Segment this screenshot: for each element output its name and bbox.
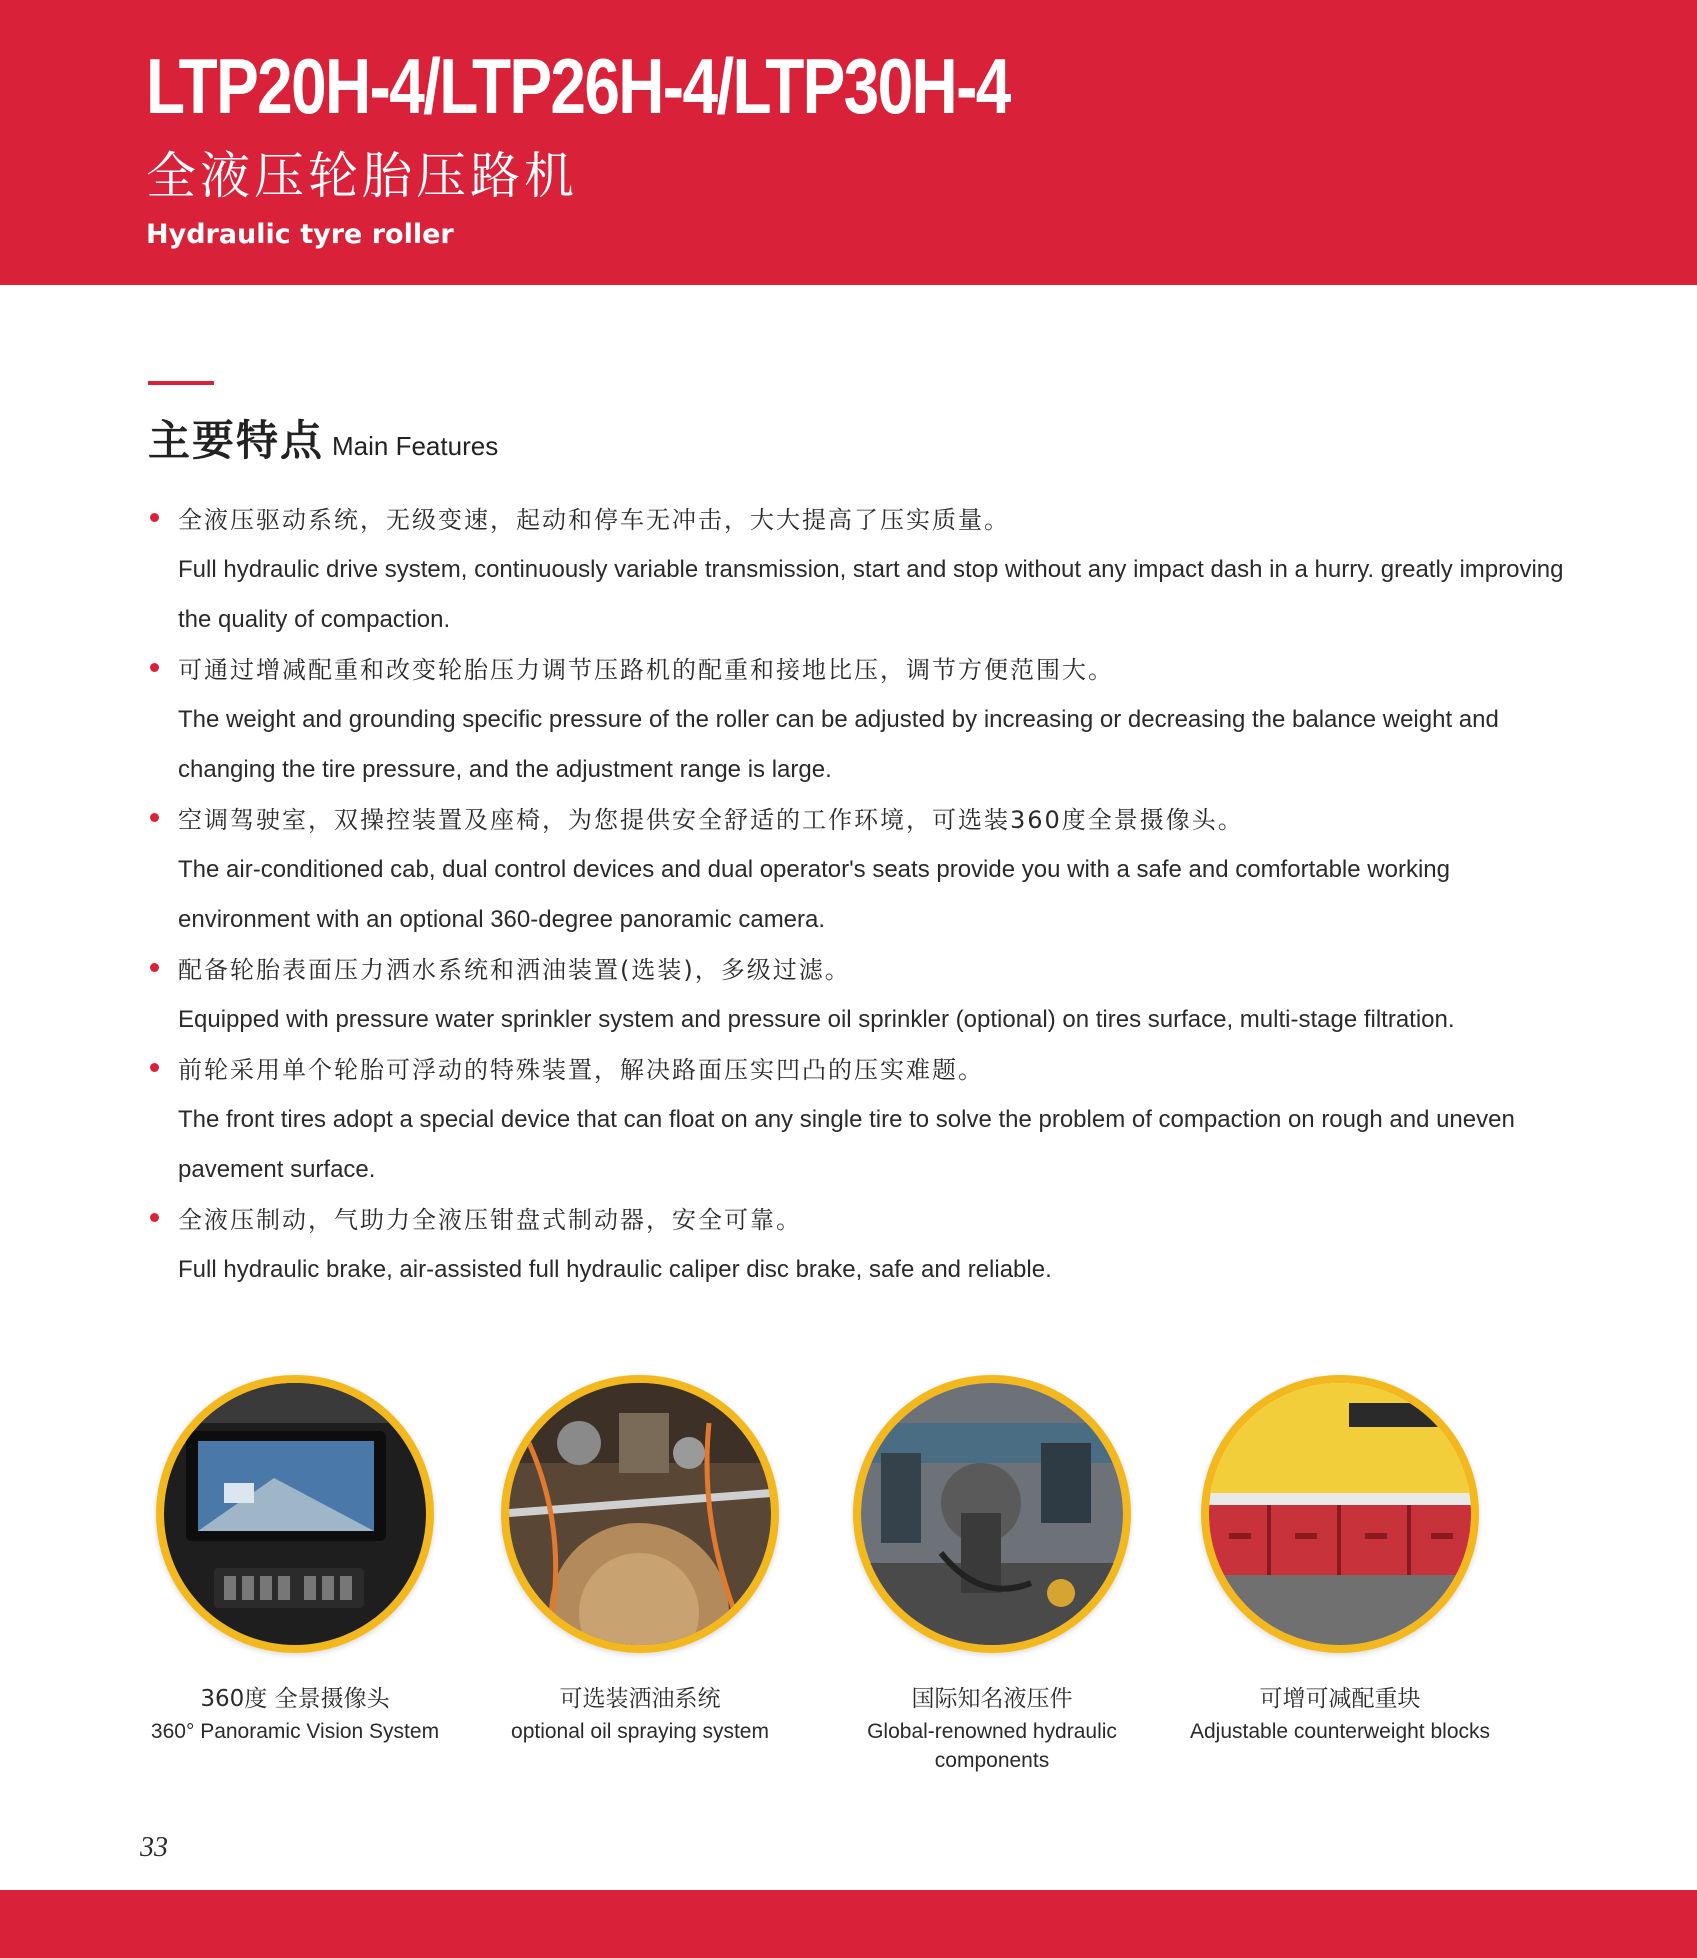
feature-text-en: Full hydraulic brake, air-assisted full hydraulic caliper disc brake, safe and reliable. [178, 1256, 1052, 1283]
feature-item [148, 795, 1568, 945]
section-accent-line [148, 381, 214, 385]
feature-text-en: Full hydraulic drive system, continuously variable transmission, start and stop without any impact dash in a hurry. greatly improving the quality of compaction. [178, 556, 1564, 633]
model-title: LTP20H-4/LTP26H-4/LTP30H-4 [146, 42, 1010, 130]
feature-item [148, 645, 1568, 795]
photo-card-camera [120, 1375, 470, 1746]
feature-text-en: The weight and grounding specific pressure of the roller can be adjusted by increasing or decreasing the balance weight and changing the tire pressure, and the adjustment range is large. [178, 706, 1499, 783]
photo-caption-cn: 国际知名液压件 [911, 1686, 1073, 1712]
feature-item [148, 495, 1568, 645]
photo-caption-en: Adjustable counterweight blocks [1189, 1720, 1490, 1743]
feature-text-cn: 可通过增减配重和改变轮胎压力调节压路机的配重和接地比压，调节方便范围大。 [178, 656, 1114, 684]
section-title-en: Main Features [332, 431, 499, 461]
feature-text-cn: 配备轮胎表面压力洒水系统和洒油装置(选装)，多级过滤。 [178, 956, 851, 984]
photo-caption-cn: 可增可减配重块 [1259, 1686, 1421, 1712]
photo-caption-cn: 可选装洒油系统 [559, 1686, 721, 1712]
feature-photo-row [120, 1375, 1520, 1795]
photo-caption-cn: 360度 全景摄像头 [200, 1686, 390, 1712]
feature-list [148, 495, 1568, 1295]
photo-caption-en: Global-renowned hydraulic components [867, 1720, 1117, 1772]
photo-card-oil-spray [465, 1375, 815, 1746]
oil-spray-system-photo [501, 1375, 779, 1653]
feature-text-en: The front tires adopt a special device that can float on any single tire to solve the problem of compaction on rough and uneven pavement surface. [178, 1106, 1515, 1183]
bullet-dot-icon [150, 1063, 159, 1072]
feature-text-en: Equipped with pressure water sprinkler system and pressure oil sprinkler (optional) on tires surface, multi-stage filtration. [178, 1006, 1455, 1033]
feature-text-cn: 全液压制动，气助力全液压钳盘式制动器，安全可靠。 [178, 1206, 802, 1234]
bullet-dot-icon [150, 963, 159, 972]
feature-text-cn: 全液压驱动系统，无级变速，起动和停车无冲击，大大提高了压实质量。 [178, 506, 1010, 534]
section-title-cn: 主要特点 [148, 416, 325, 465]
bullet-dot-icon [150, 513, 159, 522]
photo-card-counterweight [1165, 1375, 1515, 1746]
section-heading [148, 408, 498, 468]
bullet-dot-icon [150, 813, 159, 822]
hydraulic-components-photo [853, 1375, 1131, 1653]
counterweight-blocks-photo [1201, 1375, 1479, 1653]
bullet-dot-icon [150, 663, 159, 672]
footer-band [0, 1890, 1697, 1958]
feature-text-en: The air-conditioned cab, dual control devices and dual operator's seats provide you with a safe and comfortable working environment with an optional 360-degree panoramic camera. [178, 856, 1450, 933]
photo-caption-en: 360° Panoramic Vision System [150, 1720, 440, 1743]
bullet-dot-icon [150, 1213, 159, 1222]
feature-item [148, 945, 1568, 1045]
photo-card-hydraulic [817, 1375, 1167, 1775]
product-title-en: Hydraulic tyre roller [146, 219, 454, 250]
photo-caption-en: optional oil spraying system [511, 1720, 769, 1743]
feature-text-cn: 前轮采用单个轮胎可浮动的特殊装置，解决路面压实凹凸的压实难题。 [178, 1056, 984, 1084]
page-number: 33 [140, 1832, 168, 1863]
feature-item [148, 1045, 1568, 1195]
feature-text-cn: 空调驾驶室，双操控装置及座椅，为您提供安全舒适的工作环境，可选装360度全景摄像头。 [178, 806, 1244, 834]
camera-monitor-photo [156, 1375, 434, 1653]
product-title-cn: 全液压轮胎压路机 [146, 147, 578, 205]
feature-item [148, 1195, 1568, 1295]
